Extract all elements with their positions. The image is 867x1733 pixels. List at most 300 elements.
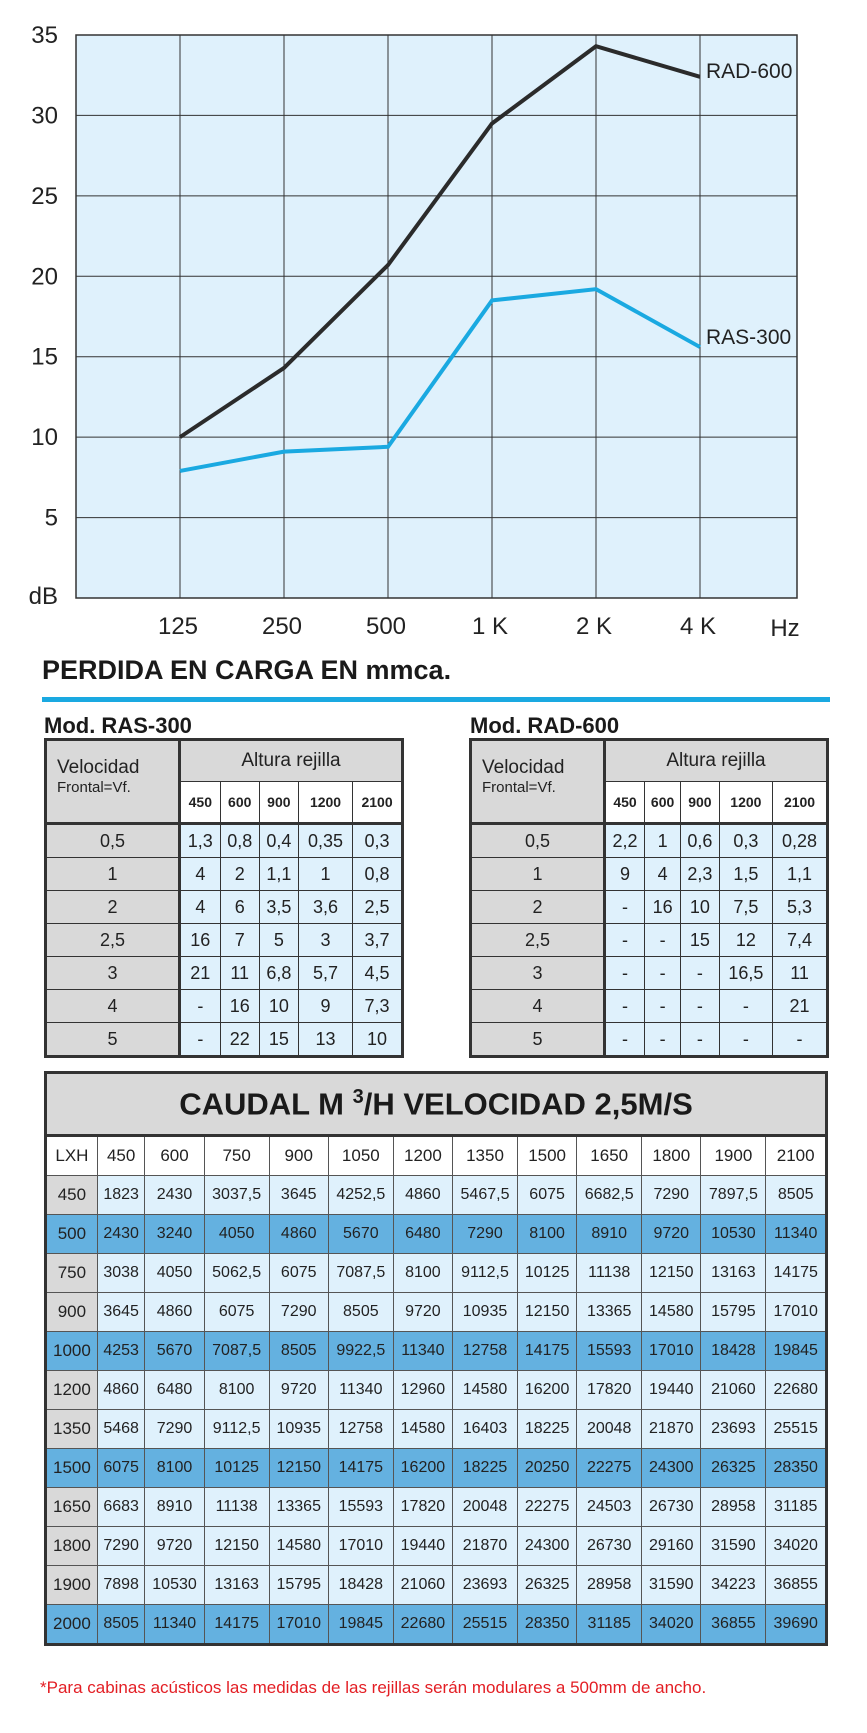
value-cell: 0,3 — [719, 824, 772, 858]
value-cell: 13163 — [701, 1254, 766, 1293]
value-cell: 4 — [645, 858, 681, 891]
value-cell: 10 — [353, 1023, 403, 1057]
value-cell: 15593 — [577, 1332, 642, 1371]
value-cell: 10125 — [204, 1449, 269, 1488]
value-cell: - — [719, 1023, 772, 1057]
value-cell: 0,3 — [353, 824, 403, 858]
value-cell: 28350 — [518, 1605, 577, 1645]
column-header: 900 — [681, 782, 720, 824]
row-header: 750 — [46, 1254, 98, 1293]
value-cell: 4253 — [97, 1332, 145, 1371]
value-cell: 17820 — [393, 1488, 452, 1527]
value-cell: 16 — [180, 924, 221, 957]
value-cell: 12150 — [204, 1527, 269, 1566]
footnote: *Para cabinas acústicos las medidas de las rejillas serán modulares a 500mm de ancho. — [40, 1678, 707, 1697]
velocity-cell: 0,5 — [46, 824, 180, 858]
value-cell: 10530 — [145, 1566, 204, 1605]
value-cell: 11 — [773, 957, 828, 990]
value-cell: - — [773, 1023, 828, 1057]
value-cell: 0,35 — [298, 824, 352, 858]
value-cell: 9720 — [145, 1527, 204, 1566]
x-tick-label: 1 K — [471, 613, 509, 640]
value-cell: 8910 — [577, 1215, 642, 1254]
table-row — [46, 957, 403, 990]
value-cell: 9720 — [642, 1215, 701, 1254]
y-tick-label: 15 — [31, 343, 58, 371]
value-cell: 2 — [220, 858, 259, 891]
column-header: 900 — [259, 782, 298, 824]
value-cell: 6075 — [204, 1293, 269, 1332]
table-row — [46, 1605, 827, 1645]
perdida-title: PERDIDA EN CARGA EN mmca. — [42, 655, 452, 685]
value-cell: 7290 — [269, 1293, 328, 1332]
row-header: 1350 — [46, 1410, 98, 1449]
value-cell: 14580 — [453, 1371, 518, 1410]
value-cell: - — [605, 891, 645, 924]
value-cell: 10 — [259, 990, 298, 1023]
value-cell: 15795 — [701, 1293, 766, 1332]
value-cell: 2,5 — [353, 891, 403, 924]
table-row — [471, 990, 828, 1023]
column-header: 750 — [204, 1136, 269, 1176]
value-cell: 25515 — [453, 1605, 518, 1645]
value-cell: 1,3 — [180, 824, 221, 858]
value-cell: 7,4 — [773, 924, 828, 957]
value-cell: 23693 — [453, 1566, 518, 1605]
value-cell: 24300 — [642, 1449, 701, 1488]
value-cell: 12 — [719, 924, 772, 957]
value-cell: - — [605, 990, 645, 1023]
velocity-cell: 2 — [46, 891, 180, 924]
velocity-cell: 4 — [46, 990, 180, 1023]
value-cell: 26325 — [518, 1566, 577, 1605]
corner-header: LXH — [46, 1136, 98, 1176]
value-cell: 31185 — [766, 1488, 827, 1527]
value-cell: 21060 — [701, 1371, 766, 1410]
row-header: 1900 — [46, 1566, 98, 1605]
value-cell: 1 — [298, 858, 352, 891]
row-header: 2000 — [46, 1605, 98, 1645]
value-cell: 14580 — [269, 1527, 328, 1566]
value-cell: 19440 — [393, 1527, 452, 1566]
value-cell: 19440 — [642, 1371, 701, 1410]
table-row — [46, 1293, 827, 1332]
value-cell: 7087,5 — [204, 1332, 269, 1371]
value-cell: 17820 — [577, 1371, 642, 1410]
value-cell: 1823 — [97, 1176, 145, 1215]
caudal-title: CAUDAL M $^3$/H VELOCIDAD 2,5M/S — [46, 1073, 827, 1136]
value-cell: 29160 — [642, 1527, 701, 1566]
value-cell: 6480 — [145, 1371, 204, 1410]
value-cell: - — [645, 1023, 681, 1057]
value-cell: 1,1 — [259, 858, 298, 891]
value-cell: 7,5 — [719, 891, 772, 924]
value-cell: 7898 — [97, 1566, 145, 1605]
value-cell: - — [719, 990, 772, 1023]
value-cell: 9 — [605, 858, 645, 891]
table-row — [46, 1332, 827, 1371]
y-tick-label: 10 — [31, 424, 58, 452]
value-cell: 1 — [645, 824, 681, 858]
value-cell: 3038 — [97, 1254, 145, 1293]
value-cell: - — [645, 957, 681, 990]
table-row — [471, 858, 828, 891]
value-cell: 16200 — [393, 1449, 452, 1488]
value-cell: 21 — [773, 990, 828, 1023]
value-cell: 15 — [259, 1023, 298, 1057]
row-header: 1000 — [46, 1332, 98, 1371]
value-cell: 6075 — [269, 1254, 328, 1293]
table-row — [471, 924, 828, 957]
row-header: 450 — [46, 1176, 98, 1215]
value-cell: 6075 — [518, 1176, 577, 1215]
value-cell: 20048 — [453, 1488, 518, 1527]
table-row — [471, 824, 828, 858]
value-cell: 24300 — [518, 1527, 577, 1566]
column-header: 1050 — [328, 1136, 393, 1176]
value-cell: 11 — [220, 957, 259, 990]
value-cell: 5062,5 — [204, 1254, 269, 1293]
value-cell: 11340 — [145, 1605, 204, 1645]
x-tick-label: 500 — [365, 613, 407, 640]
table-row — [471, 891, 828, 924]
row-header: 1500 — [46, 1449, 98, 1488]
value-cell: 4 — [180, 858, 221, 891]
value-cell: - — [605, 924, 645, 957]
value-cell: 21 — [180, 957, 221, 990]
table-row — [46, 1254, 827, 1293]
rad600-title: Mod. RAD-600 — [470, 713, 620, 738]
value-cell: 26325 — [701, 1449, 766, 1488]
value-cell: 34223 — [701, 1566, 766, 1605]
value-cell: 12150 — [642, 1254, 701, 1293]
value-cell: 4860 — [97, 1371, 145, 1410]
value-cell: 9720 — [393, 1293, 452, 1332]
value-cell: 22680 — [393, 1605, 452, 1645]
value-cell: 28958 — [701, 1488, 766, 1527]
value-cell: 4252,5 — [328, 1176, 393, 1215]
column-header: 2100 — [773, 782, 828, 824]
value-cell: 20250 — [518, 1449, 577, 1488]
y-tick-label: 30 — [31, 102, 58, 130]
column-header: 600 — [220, 782, 259, 824]
value-cell: 3,7 — [353, 924, 403, 957]
value-cell: 31590 — [701, 1527, 766, 1566]
value-cell: 31590 — [642, 1566, 701, 1605]
value-cell: 2,2 — [605, 824, 645, 858]
value-cell: 39690 — [766, 1605, 827, 1645]
value-cell: 3037,5 — [204, 1176, 269, 1215]
y-tick-label: 5 — [44, 504, 58, 532]
value-cell: 10935 — [453, 1293, 518, 1332]
value-cell: 13163 — [204, 1566, 269, 1605]
y-tick-label: 35 — [31, 22, 58, 49]
value-cell: 12150 — [518, 1293, 577, 1332]
value-cell: - — [180, 1023, 221, 1057]
table-row — [46, 1410, 827, 1449]
value-cell: 13 — [298, 1023, 352, 1057]
column-header: 1500 — [518, 1136, 577, 1176]
value-cell: 5 — [259, 924, 298, 957]
series-label: RAS-300 — [706, 326, 792, 350]
velocity-cell: 5 — [46, 1023, 180, 1057]
value-cell: 22 — [220, 1023, 259, 1057]
value-cell: 4860 — [145, 1293, 204, 1332]
value-cell: 8100 — [145, 1449, 204, 1488]
value-cell: 17010 — [642, 1332, 701, 1371]
value-cell: 4050 — [145, 1254, 204, 1293]
x-axis-label: Hz — [770, 615, 800, 642]
value-cell: 6683 — [97, 1488, 145, 1527]
value-cell: 18428 — [701, 1332, 766, 1371]
value-cell: - — [180, 990, 221, 1023]
value-cell: 20048 — [577, 1410, 642, 1449]
value-cell: 7 — [220, 924, 259, 957]
value-cell: 6 — [220, 891, 259, 924]
height-header: Altura rejilla — [605, 740, 828, 782]
value-cell: - — [645, 990, 681, 1023]
value-cell: 11138 — [204, 1488, 269, 1527]
table-row — [46, 1527, 827, 1566]
value-cell: 7897,5 — [701, 1176, 766, 1215]
row-header: 1650 — [46, 1488, 98, 1527]
value-cell: 8100 — [393, 1254, 452, 1293]
value-cell: 12960 — [393, 1371, 452, 1410]
value-cell: 8505 — [97, 1605, 145, 1645]
column-header: 600 — [145, 1136, 204, 1176]
value-cell: 4860 — [269, 1215, 328, 1254]
value-cell: 14580 — [642, 1293, 701, 1332]
value-cell: 34020 — [766, 1527, 827, 1566]
noise-chart — [0, 0, 867, 650]
value-cell: 6075 — [97, 1449, 145, 1488]
caudal-table — [44, 1071, 828, 1646]
velocity-header: Velocidad Frontal=Vf. — [471, 740, 605, 824]
value-cell: 13365 — [577, 1293, 642, 1332]
y-tick-label: 20 — [31, 263, 58, 291]
value-cell: 19845 — [766, 1332, 827, 1371]
table-row — [46, 891, 403, 924]
height-header: Altura rejilla — [180, 740, 403, 782]
value-cell: 3,6 — [298, 891, 352, 924]
value-cell: 16 — [645, 891, 681, 924]
value-cell: 3,5 — [259, 891, 298, 924]
table-row — [46, 1215, 827, 1254]
value-cell: 28350 — [766, 1449, 827, 1488]
value-cell: 6682,5 — [577, 1176, 642, 1215]
value-cell: 36855 — [701, 1605, 766, 1645]
value-cell: 22680 — [766, 1371, 827, 1410]
column-header: 900 — [269, 1136, 328, 1176]
value-cell: 7290 — [145, 1410, 204, 1449]
value-cell: 31185 — [577, 1605, 642, 1645]
value-cell: 3645 — [269, 1176, 328, 1215]
value-cell: 9720 — [269, 1371, 328, 1410]
velocity-header: Velocidad Frontal=Vf. — [46, 740, 180, 824]
value-cell: 9112,5 — [204, 1410, 269, 1449]
value-cell: 10125 — [518, 1254, 577, 1293]
value-cell: 10935 — [269, 1410, 328, 1449]
value-cell: 22275 — [577, 1449, 642, 1488]
value-cell: 21060 — [393, 1566, 452, 1605]
value-cell: 18225 — [518, 1410, 577, 1449]
value-cell: - — [605, 957, 645, 990]
value-cell: 21870 — [642, 1410, 701, 1449]
value-cell: 4860 — [393, 1176, 452, 1215]
value-cell: 16,5 — [719, 957, 772, 990]
ras300-title: Mod. RAS-300 — [44, 713, 192, 738]
value-cell: 26730 — [577, 1527, 642, 1566]
value-cell: 19845 — [328, 1605, 393, 1645]
table-row — [46, 1566, 827, 1605]
value-cell: 10 — [681, 891, 720, 924]
value-cell: 3240 — [145, 1215, 204, 1254]
velocity-cell: 4 — [471, 990, 605, 1023]
value-cell: 8505 — [328, 1293, 393, 1332]
table-row — [46, 1371, 827, 1410]
column-header: 2100 — [766, 1136, 827, 1176]
series-label: RAD-600 — [706, 59, 793, 83]
value-cell: 9 — [298, 990, 352, 1023]
value-cell: 8100 — [204, 1371, 269, 1410]
value-cell: 24503 — [577, 1488, 642, 1527]
value-cell: 14175 — [204, 1605, 269, 1645]
value-cell: 4,5 — [353, 957, 403, 990]
column-header: 450 — [605, 782, 645, 824]
value-cell: 17010 — [269, 1605, 328, 1645]
value-cell: 10530 — [701, 1215, 766, 1254]
value-cell: 23693 — [701, 1410, 766, 1449]
y-axis-label: dB — [28, 583, 58, 610]
table-row — [46, 1023, 403, 1057]
value-cell: 15593 — [328, 1488, 393, 1527]
value-cell: 1,1 — [773, 858, 828, 891]
value-cell: 14580 — [393, 1410, 452, 1449]
table-row — [46, 1488, 827, 1527]
value-cell: 14175 — [766, 1254, 827, 1293]
value-cell: - — [681, 957, 720, 990]
value-cell: 0,6 — [681, 824, 720, 858]
value-cell: 0,8 — [220, 824, 259, 858]
velocity-cell: 3 — [471, 957, 605, 990]
value-cell: 3 — [298, 924, 352, 957]
column-header: 1800 — [642, 1136, 701, 1176]
value-cell: 0,4 — [259, 824, 298, 858]
value-cell: 16 — [220, 990, 259, 1023]
velocity-cell: 1 — [471, 858, 605, 891]
value-cell: 6480 — [393, 1215, 452, 1254]
table-row — [471, 957, 828, 990]
value-cell: 6,8 — [259, 957, 298, 990]
column-header: 2100 — [353, 782, 403, 824]
row-header: 1800 — [46, 1527, 98, 1566]
value-cell: 8505 — [766, 1176, 827, 1215]
value-cell: 14175 — [518, 1332, 577, 1371]
column-header: 1200 — [719, 782, 772, 824]
value-cell: 1,5 — [719, 858, 772, 891]
column-header: 600 — [645, 782, 681, 824]
value-cell: 13365 — [269, 1488, 328, 1527]
table-row — [46, 824, 403, 858]
table-row — [46, 1176, 827, 1215]
value-cell: 9112,5 — [453, 1254, 518, 1293]
value-cell: - — [605, 1023, 645, 1057]
column-header: 1650 — [577, 1136, 642, 1176]
velocity-cell: 1 — [46, 858, 180, 891]
table-row — [46, 1449, 827, 1488]
title-divider — [42, 697, 830, 702]
rad600-table — [469, 738, 829, 1058]
value-cell: 5468 — [97, 1410, 145, 1449]
value-cell: 5,7 — [298, 957, 352, 990]
row-header: 900 — [46, 1293, 98, 1332]
value-cell: 5467,5 — [453, 1176, 518, 1215]
value-cell: 7290 — [453, 1215, 518, 1254]
value-cell: 21870 — [453, 1527, 518, 1566]
value-cell: 17010 — [766, 1293, 827, 1332]
velocity-cell: 5 — [471, 1023, 605, 1057]
value-cell: 25515 — [766, 1410, 827, 1449]
value-cell: 12758 — [328, 1410, 393, 1449]
value-cell: 34020 — [642, 1605, 701, 1645]
x-tick-label: 2 K — [575, 613, 613, 640]
value-cell: 8100 — [518, 1215, 577, 1254]
x-tick-label: 4 K — [679, 613, 717, 640]
value-cell: 8910 — [145, 1488, 204, 1527]
velocity-cell: 0,5 — [471, 824, 605, 858]
value-cell: 4050 — [204, 1215, 269, 1254]
value-cell: 2430 — [97, 1215, 145, 1254]
value-cell: 8505 — [269, 1332, 328, 1371]
value-cell: 3645 — [97, 1293, 145, 1332]
value-cell: 2,3 — [681, 858, 720, 891]
value-cell: 16200 — [518, 1371, 577, 1410]
row-header: 500 — [46, 1215, 98, 1254]
value-cell: 11340 — [766, 1215, 827, 1254]
value-cell: 7290 — [97, 1527, 145, 1566]
value-cell: 18428 — [328, 1566, 393, 1605]
velocity-cell: 2 — [471, 891, 605, 924]
value-cell: 17010 — [328, 1527, 393, 1566]
value-cell: 11340 — [328, 1371, 393, 1410]
value-cell: 9922,5 — [328, 1332, 393, 1371]
value-cell: - — [681, 990, 720, 1023]
value-cell: 4 — [180, 891, 221, 924]
velocity-cell: 3 — [46, 957, 180, 990]
value-cell: 15 — [681, 924, 720, 957]
value-cell: 0,8 — [353, 858, 403, 891]
value-cell: 15795 — [269, 1566, 328, 1605]
value-cell: 12150 — [269, 1449, 328, 1488]
value-cell: 12758 — [453, 1332, 518, 1371]
value-cell: 11340 — [393, 1332, 452, 1371]
y-tick-label: 25 — [31, 182, 58, 210]
value-cell: - — [681, 1023, 720, 1057]
column-header: 1350 — [453, 1136, 518, 1176]
value-cell: 26730 — [642, 1488, 701, 1527]
value-cell: 5670 — [328, 1215, 393, 1254]
value-cell: 16403 — [453, 1410, 518, 1449]
table-row — [46, 990, 403, 1023]
value-cell: 28958 — [577, 1566, 642, 1605]
table-row — [46, 858, 403, 891]
column-header: 1200 — [298, 782, 352, 824]
value-cell: - — [645, 924, 681, 957]
value-cell: 0,28 — [773, 824, 828, 858]
column-header: 1900 — [701, 1136, 766, 1176]
value-cell: 2430 — [145, 1176, 204, 1215]
value-cell: 5,3 — [773, 891, 828, 924]
